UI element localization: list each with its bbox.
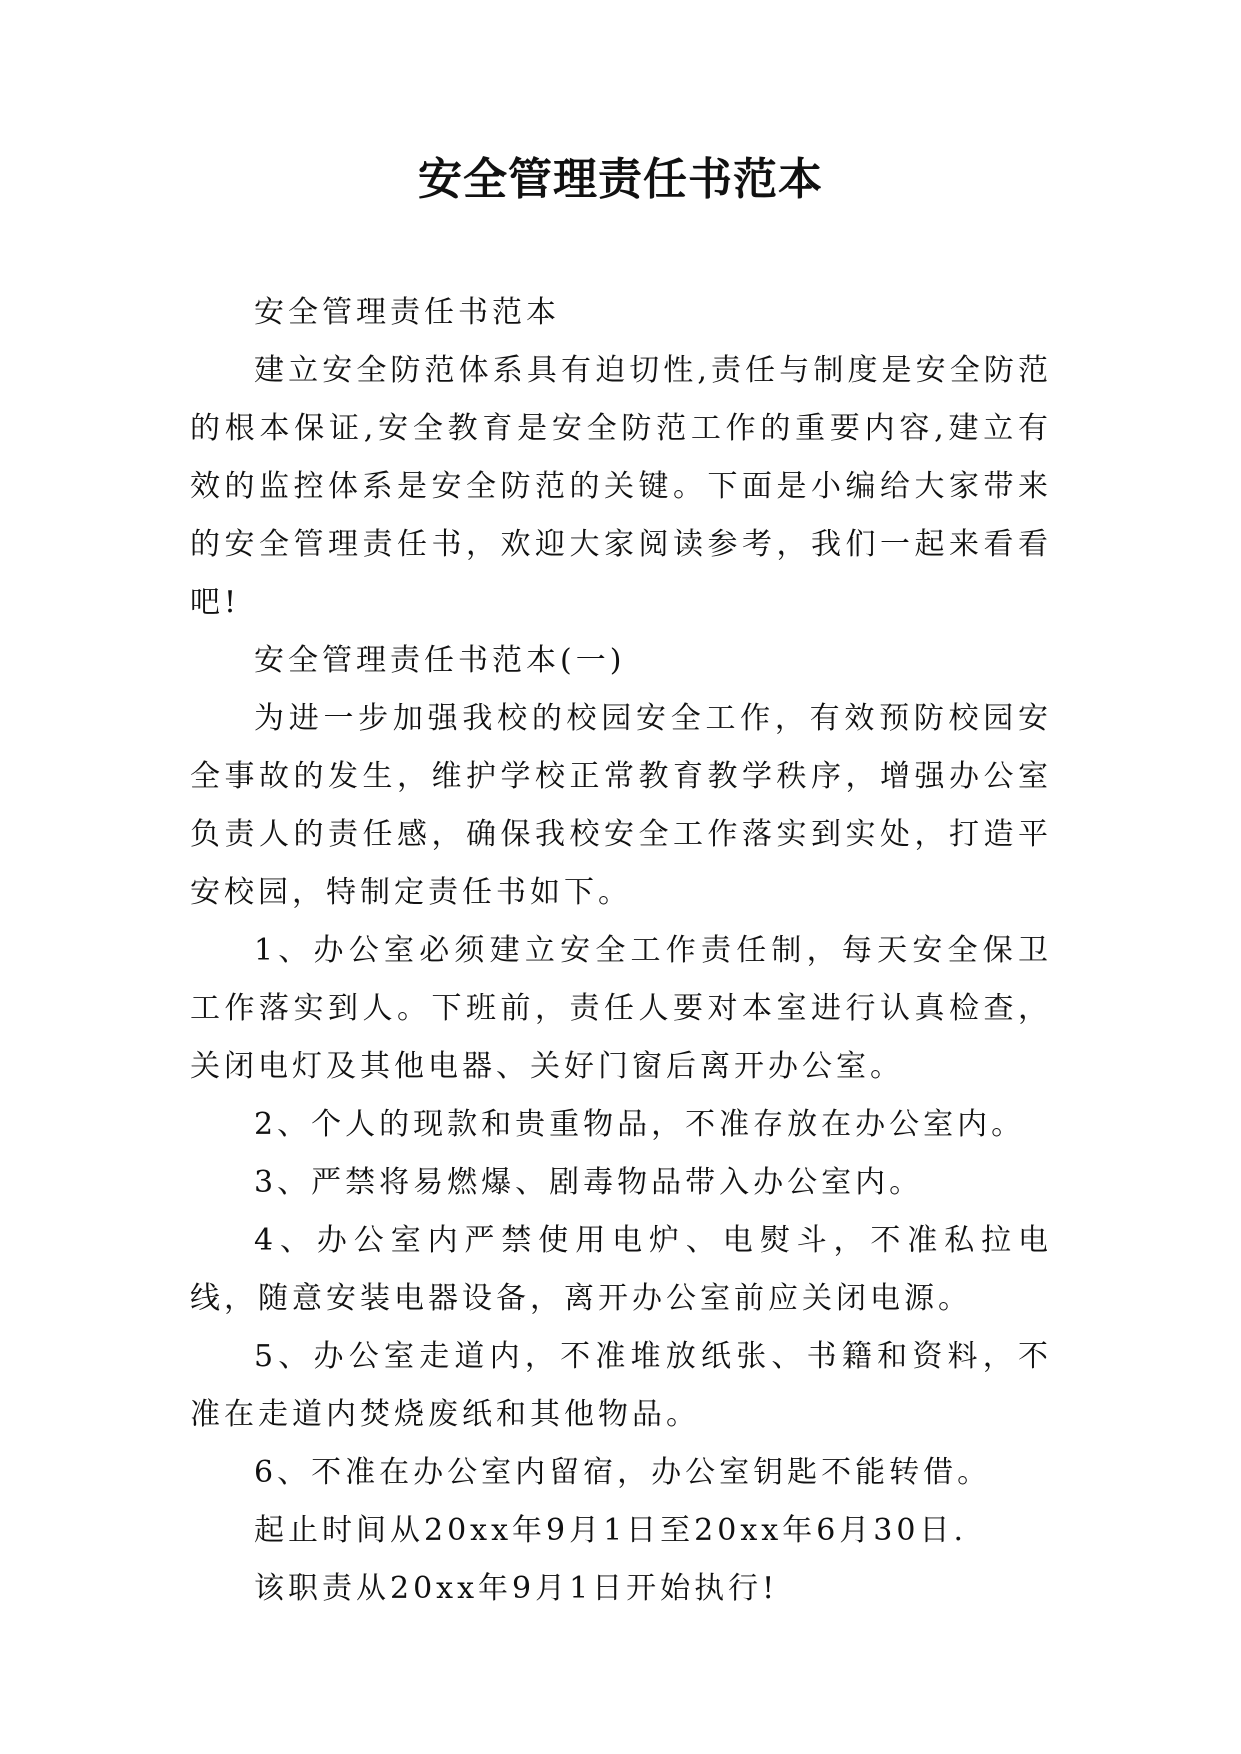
document-title: 安全管理责任书范本 bbox=[418, 154, 823, 205]
rule-item-4: 4、办公室内严禁使用电炉、电熨斗，不准私拉电线，随意安装电器设备，离开办公室前应关闭电源。 bbox=[190, 1223, 1052, 1316]
rule-item-2: 2、个人的现款和贵重物品，不准存放在办公室内。 bbox=[254, 1107, 1026, 1142]
rule-item-3: 3、严禁将易燃爆、剧毒物品带入办公室内。 bbox=[254, 1165, 924, 1200]
purpose-paragraph: 为进一步加强我校的校园安全工作，有效预防校园安全事故的发生，维护学校正常教育教学秩序，增强办公室负责人的责任感，确保我校安全工作落实到实处，打造平安校园，特制定责任书如下。 bbox=[190, 701, 1052, 910]
effective-date: 该职责从20xx年9月1日开始执行! bbox=[254, 1571, 779, 1606]
rule-item-1: 1、办公室必须建立安全工作责任制，每天安全保卫工作落实到人。下班前，责任人要对本室进行认真检查，关闭电灯及其他电器、关好门窗后离开办公室。 bbox=[190, 933, 1052, 1084]
section-heading: 安全管理责任书范本(一) bbox=[254, 643, 626, 678]
validity-period: 起止时间从20xx年9月1日至20xx年6月30日. bbox=[254, 1513, 967, 1548]
intro-paragraph: 建立安全防范体系具有迫切性,责任与制度是安全防范的根本保证,安全教育是安全防范工作的重要内容,建立有效的监控体系是安全防范的关键。下面是小编给大家带来的安全管理责任书，欢迎大家阅读参考，我们一起来看看吧! bbox=[190, 353, 1052, 620]
subtitle-paragraph: 安全管理责任书范本 bbox=[254, 295, 560, 330]
rule-item-5: 5、办公室走道内，不准堆放纸张、书籍和资料，不准在走道内焚烧废纸和其他物品。 bbox=[190, 1339, 1052, 1432]
rule-item-6: 6、不准在办公室内留宿，办公室钥匙不能转借。 bbox=[254, 1455, 992, 1490]
document-body bbox=[190, 284, 1052, 1618]
